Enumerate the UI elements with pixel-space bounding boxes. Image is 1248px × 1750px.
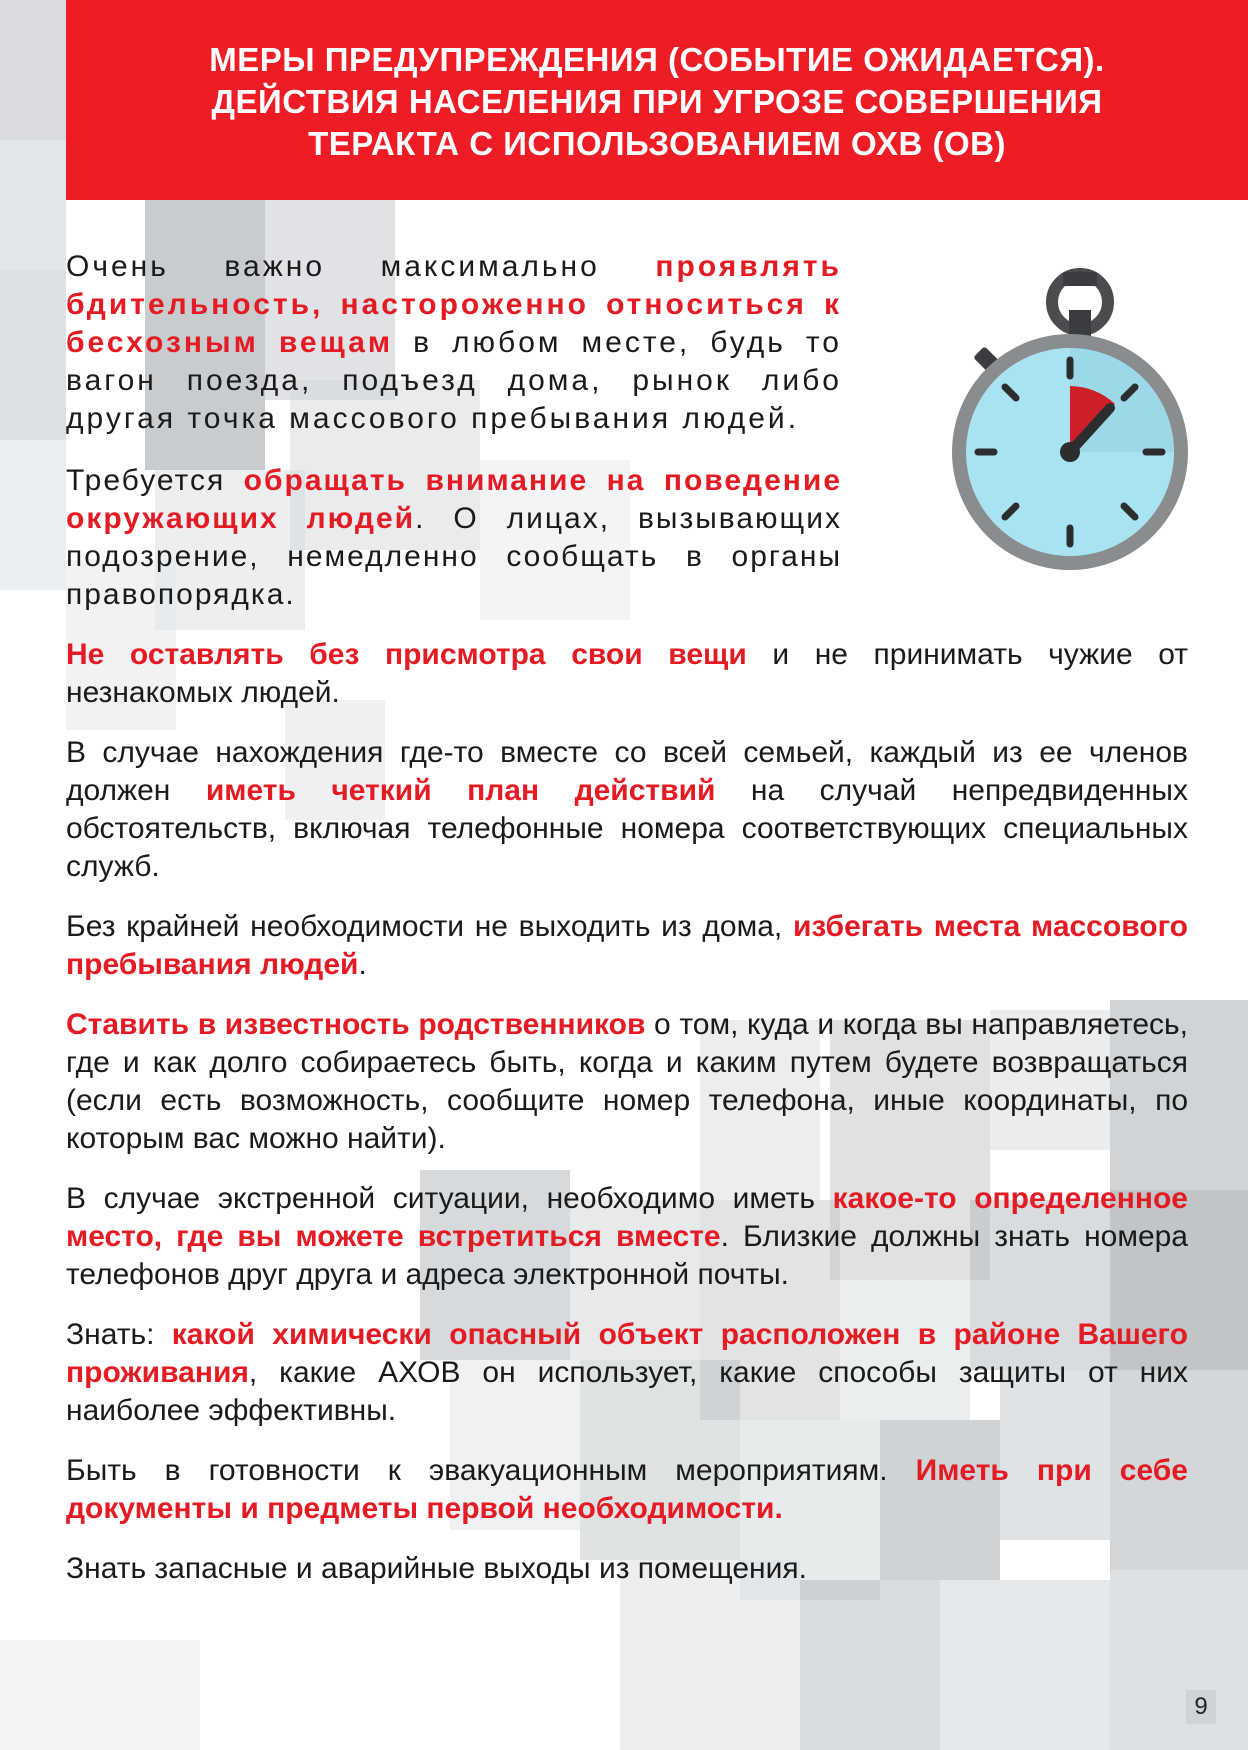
page-title: МЕРЫ ПРЕДУПРЕЖДЕНИЯ (СОБЫТИЕ ОЖИДАЕТСЯ). ДЕЙСТВИЯ НАСЕЛЕНИЯ ПРИ УГРОЗЕ СОВЕРШЕНИЯ ТЕРАКТА С ИСПОЛЬЗОВАНИЕМ ОХВ (ОВ) bbox=[209, 41, 1105, 162]
paragraph-belongings: Не оставлять без присмотра свои вещи и не принимать чужие от незнакомых людей. bbox=[66, 638, 1188, 709]
paragraph-evacuation: Быть в готовности к эвакуационным мероприятиям. Иметь при себе документы и предметы первой необходимости. bbox=[66, 1454, 1188, 1525]
paragraph-chemical-object: Знать: какой химически опасный объект расположен в районе Вашего проживания, какие АХОВ он использует, какие способы защиты от них наиболее эффективны. bbox=[66, 1318, 1188, 1427]
paragraph-notify-relatives: Ставить в известность родственников о том, куда и когда вы направляетесь, где и как долго собираетесь быть, когда и каким путем будете возвращаться (если есть возможность, сообщите номер телефона, иные координаты, по которым вас можно найти). bbox=[66, 1008, 1189, 1155]
main-content bbox=[66, 248, 1188, 1610]
paragraph-stay-home: Без крайней необходимости не выходить из дома, избегать места массового пребывания людей. bbox=[66, 910, 1188, 981]
paragraph-attention: Требуется обращать внимание на поведение окружающих людей. О лицах, вызывающих подозрение, немедленно сообщать в органы правопорядка. bbox=[66, 464, 843, 611]
paragraph-exits: Знать запасные и аварийные выходы из помещения. bbox=[66, 1552, 807, 1585]
page-number: 9 bbox=[1186, 1690, 1216, 1724]
paragraph-family-plan: В случае нахождения где-то вместе со всей семьей, каждый из ее членов должен иметь четкий план действий на случай непредвиденных обстоятельств, включая телефонные номера соответствующих специальных служб. bbox=[66, 736, 1188, 883]
paragraph-vigilance: Очень важно максимально проявлять бдительность, настороженно относиться к бесхозным вещам в любом месте, будь то вагон поезда, подъезд дома, рынок либо другая точка массового пребывания людей. bbox=[66, 250, 842, 435]
paragraph-meeting-place: В случае экстренной ситуации, необходимо иметь какое-то определенное место, где вы можете встретиться вместе. Близкие должны знать номера телефонов друг друга и адреса электронной почты. bbox=[66, 1182, 1188, 1291]
header-banner bbox=[66, 0, 1248, 200]
